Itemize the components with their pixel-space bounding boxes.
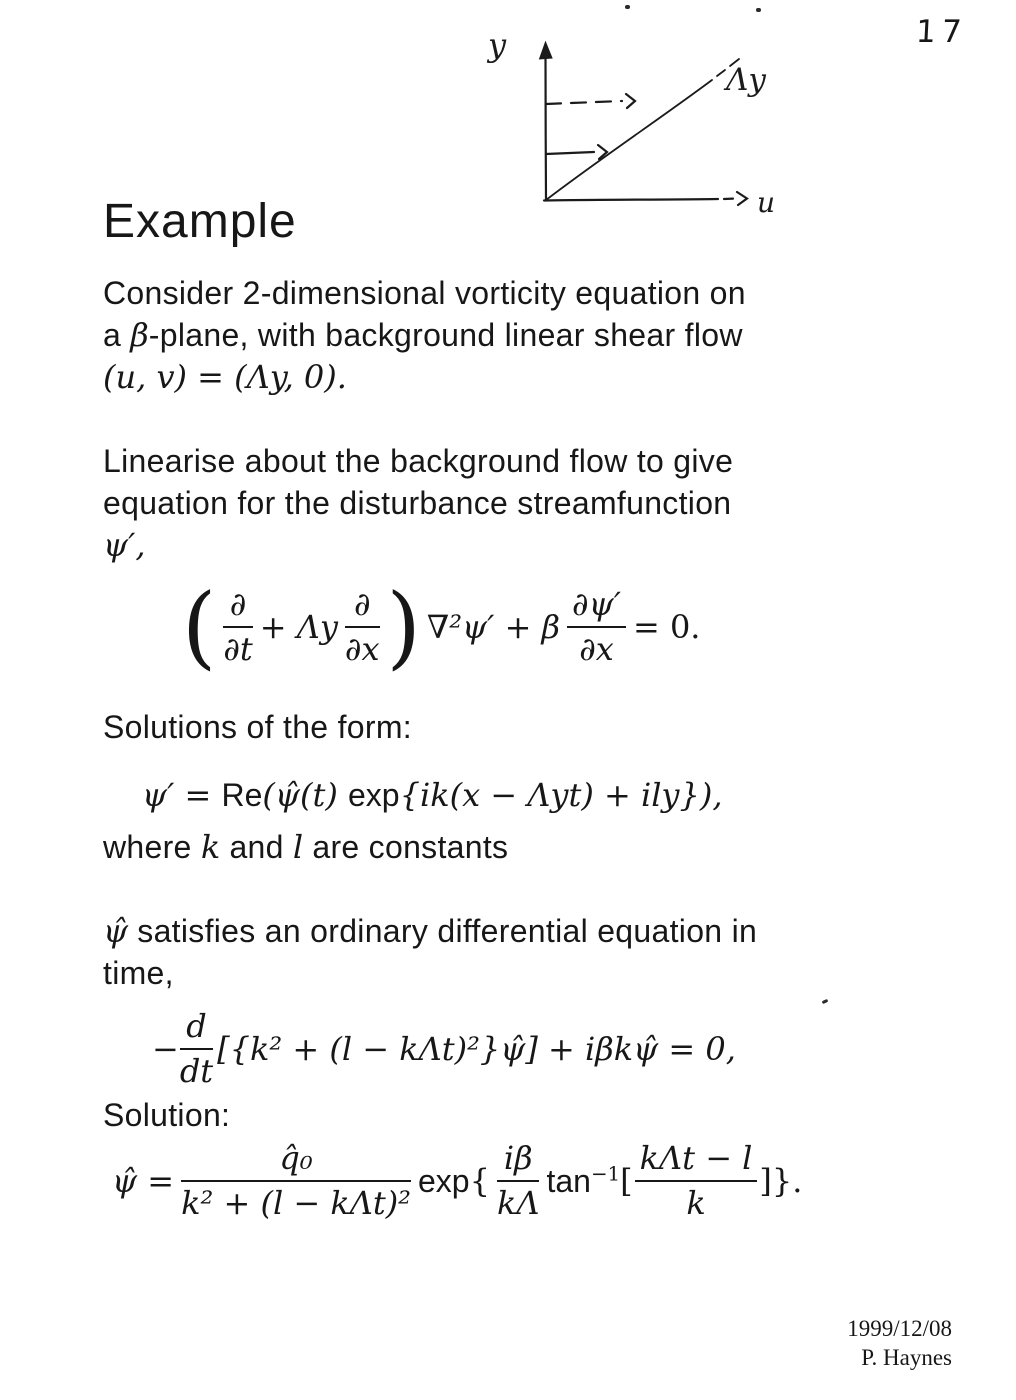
equation-ode (152, 1008, 736, 1090)
exp-operator: exp (348, 777, 400, 813)
psi-hat-equals: ψ̂ = (112, 1161, 175, 1200)
heading-solution: Solution: (103, 1097, 231, 1133)
y-axis (546, 56, 547, 200)
equation-streamfunction-form (142, 776, 723, 814)
footer (847, 1314, 952, 1372)
exponent-expression: {ik(x − Λyt) + ily}), (399, 776, 723, 814)
fraction-amplitude: $\frac{\text{q̂₀}}{\text{k² + (l − kΛt)²}}$ (181, 1139, 411, 1222)
laplacian-term: ∇²ψ′ + β (426, 607, 561, 646)
page-number: 17 (915, 14, 969, 50)
ode-line-2: time, (103, 955, 174, 991)
k-symbol: k (200, 828, 221, 866)
intro-line-1: Consider 2-dimensional vorticity equation on (103, 275, 746, 311)
paragraph-linearise (103, 440, 733, 566)
psi-prime-symbol: ψ′, (103, 526, 146, 564)
fraction-ddx: $\frac{\partial}{\partial x}$ (344, 585, 380, 668)
psi-prime-equals: ψ′ = (142, 776, 222, 814)
y-axis-arrowhead (540, 42, 553, 59)
scan-speck (822, 999, 829, 1004)
equation-solution (112, 1140, 802, 1222)
fraction-dpsi-dx: $\frac{\partial\psi'}{\partial x}$ (567, 586, 626, 668)
linearise-line-1: Linearise about the background flow to give (103, 443, 734, 479)
flow-arrow-upper-shaft (546, 101, 622, 104)
plus-lambda-y: + Λy (259, 607, 338, 646)
and-text: and (220, 829, 293, 865)
heading-solutions: Solutions of the form: (103, 709, 412, 745)
minus-sign: − (152, 1029, 179, 1068)
ode-line-1: satisfies an ordinary differential equation in (128, 913, 758, 949)
x-axis (544, 199, 718, 201)
scan-speck (625, 5, 630, 9)
shear-flow-diagram (476, 16, 806, 228)
linearise-line-2: equation for the disturbance streamfunction (103, 485, 732, 521)
shear-label: Λy (726, 62, 766, 98)
arctan-open: $\tan^{-1}$[ (546, 1161, 633, 1200)
fraction-d-dt: $\frac{d}{dt}$ (179, 1007, 214, 1090)
paragraph-intro (103, 272, 746, 398)
paragraph-ode (103, 910, 757, 994)
y-axis-label: y (488, 26, 507, 64)
psi-hat-symbol: ψ̂ (103, 912, 129, 950)
footer-date: 1999/12/08 (847, 1316, 952, 1341)
flow-arrow-lower-shaft (546, 152, 594, 154)
re-operator: Re (221, 777, 263, 813)
intro-line-2c: -plane, with background linear shear flow (148, 317, 743, 353)
flow-arrow-upper-head (626, 94, 635, 108)
exp-open: exp{ (418, 1161, 490, 1200)
psi-hat-arg: (ψ̂(t) (262, 776, 348, 814)
intro-line-2a: a (103, 317, 131, 353)
l-symbol: l (292, 828, 304, 866)
line-constants (103, 826, 508, 868)
x-axis-arrowhead (737, 192, 747, 205)
beta-symbol: β (130, 316, 149, 354)
equation-vorticity: ( $\frac{\partial}{\partial t}$ + Λy $\frac{\partial}{\partial x}$ ) ∇²ψ′ + β $\frac{\partial\psi'}{\partial x}$ = 0. (182, 573, 701, 679)
closing-brackets: ]}. (759, 1161, 803, 1200)
constants-text: are constants (303, 829, 509, 865)
x-axis-label: u (757, 186, 776, 219)
background-flow-expression: (u, v) = (Λy, 0). (103, 358, 347, 396)
scan-speck (756, 8, 761, 12)
page-title: Example (103, 195, 297, 248)
shear-profile-line (546, 80, 712, 200)
equals-zero: = 0. (632, 607, 701, 646)
where-text: where (103, 829, 201, 865)
fraction-arctan-arg: $\frac{\text{kΛt − l}}{k}$ (635, 1140, 758, 1222)
fraction-ibeta-klambda: $\frac{i\beta}{k\Lambda}$ (496, 1139, 540, 1222)
footer-author: P. Haynes (861, 1345, 952, 1370)
ode-expression: [{k² + (l − kΛt)²}ψ̂] + iβkψ̂ = 0, (217, 1029, 736, 1068)
fraction-ddt: $\frac{\partial}{\partial t}$ (223, 585, 253, 668)
